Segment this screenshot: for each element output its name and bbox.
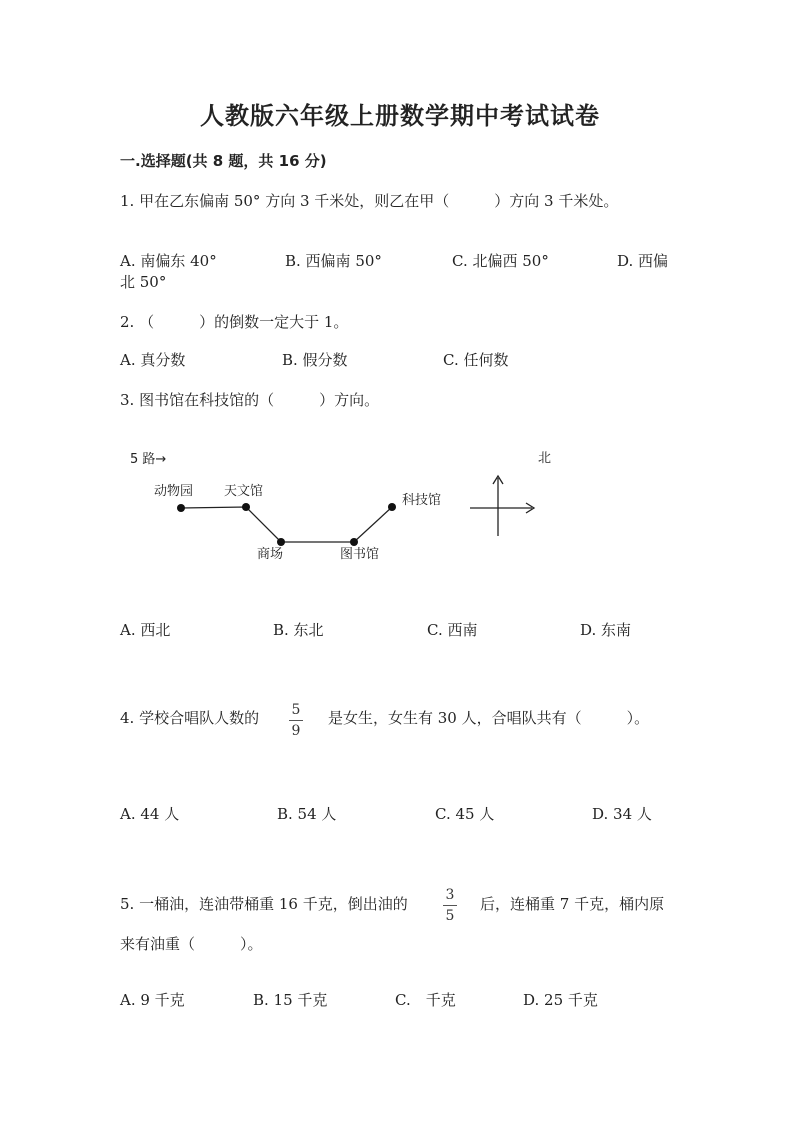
page-title: 人教版六年级上册数学期中考试试卷 <box>200 102 600 130</box>
question-4-text-after: 是女生，女生有 30 人，合唱队共有（ ）。 <box>328 709 650 727</box>
question-3-option-c: C. 西南 <box>427 621 478 639</box>
direction-map <box>120 440 600 570</box>
map-stop-zoo <box>177 504 185 512</box>
question-4-option-c: C. 45 人 <box>435 805 495 823</box>
map-label-library: 图书馆 <box>340 547 380 562</box>
question-5-option-d: D. 25 千克 <box>523 991 598 1009</box>
question-3-option-b: B. 东北 <box>273 621 324 639</box>
map-stop-science-museum <box>388 503 396 511</box>
map-label-observatory: 天文馆 <box>224 484 264 499</box>
question-3-option-d: D. 东南 <box>580 621 632 639</box>
question-1-option-d-wrap: 北 50° <box>120 273 167 291</box>
question-4-option-b: B. 54 人 <box>277 805 337 823</box>
map-label-mall: 商场 <box>257 547 284 562</box>
question-2-option-c: C. 任何数 <box>443 351 509 369</box>
question-4-fraction-numerator: 5 <box>291 702 301 718</box>
question-4-option-a: A. 44 人 <box>120 805 180 823</box>
section-heading: 一.选择题(共 8 题，共 16 分) <box>120 152 327 170</box>
map-north-label: 北 <box>538 451 552 466</box>
question-5-text-line2: 来有油重（ ）。 <box>120 935 263 953</box>
question-1-text: 1. 甲在乙东偏南 50° 方向 3 千米处，则乙在甲（ ）方向 3 千米处。 <box>120 192 619 210</box>
map-stop-library <box>350 538 358 546</box>
map-stop-observatory <box>242 503 250 511</box>
compass-cross <box>470 476 534 536</box>
question-3-text: 3. 图书馆在科技馆的（ ）方向。 <box>120 391 380 409</box>
question-1-option-d: D. 西偏 <box>617 252 669 270</box>
question-4-option-d: D. 34 人 <box>592 805 652 823</box>
question-5-option-b: B. 15 千克 <box>253 991 328 1009</box>
map-label-zoo: 动物园 <box>154 484 194 499</box>
question-5-fraction-bar <box>443 905 457 906</box>
question-5-text-after: 后，连桶重 7 千克，桶内原 <box>480 895 665 913</box>
question-1-option-b: B. 西偏南 50° <box>285 252 382 270</box>
question-4-text-before: 4. 学校合唱队人数的 <box>120 709 260 727</box>
question-1-option-a: A. 南偏东 40° <box>120 252 217 270</box>
question-5-fraction-numerator: 3 <box>445 887 455 903</box>
question-1-option-c: C. 北偏西 50° <box>452 252 549 270</box>
question-4-fraction <box>286 701 306 740</box>
question-4-fraction-denominator: 9 <box>291 723 301 739</box>
question-5-fraction-denominator: 5 <box>445 908 455 924</box>
question-5-text-before: 5. 一桶油，连油带桶重 16 千克，倒出油的 <box>120 895 408 913</box>
map-route <box>181 507 392 542</box>
question-4-fraction-bar <box>289 720 303 721</box>
question-2-option-b: B. 假分数 <box>282 351 348 369</box>
question-5-fraction <box>440 886 460 925</box>
question-3-option-a: A. 西北 <box>120 621 171 639</box>
map-road-label: 5 路→ <box>130 452 167 467</box>
question-2-text: 2. （ ）的倒数一定大于 1。 <box>120 313 349 331</box>
question-5-option-a: A. 9 千克 <box>120 991 185 1009</box>
question-5-option-c: C. 千克 <box>395 991 456 1009</box>
question-2-option-a: A. 真分数 <box>120 351 186 369</box>
map-label-science-museum: 科技馆 <box>402 493 442 508</box>
map-stop-mall <box>277 538 285 546</box>
